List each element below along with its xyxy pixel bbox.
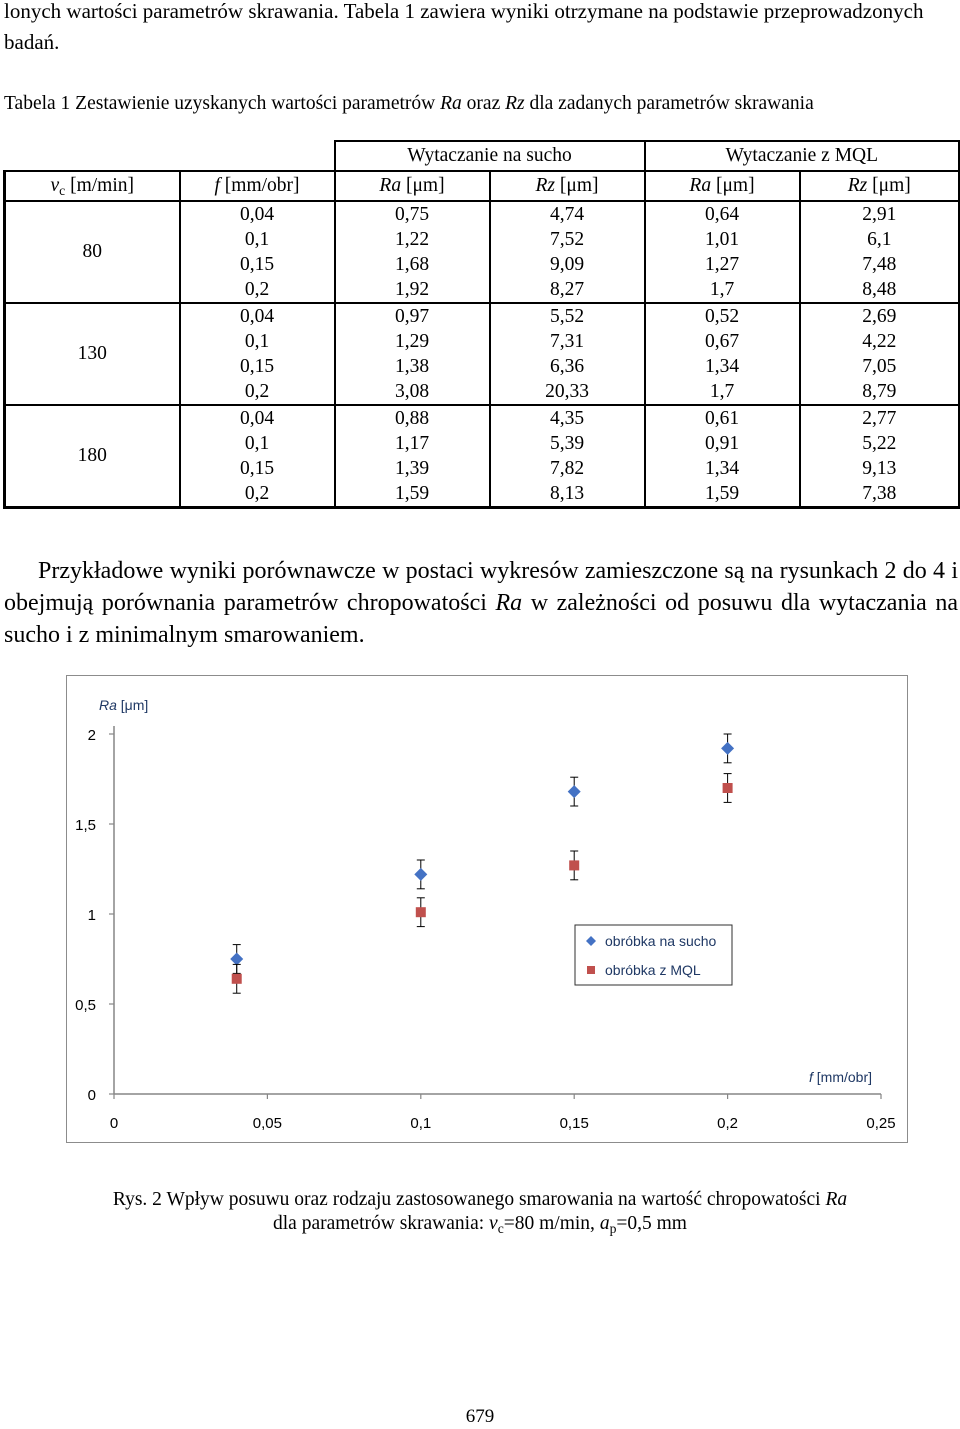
fig-caption-prefix: Rys. 2 Wpływ posuwu oraz rodzaju zastosowanego smarowania na wartość chropowatości <box>112 1189 826 1210</box>
legend-label: obróbka z MQL <box>605 962 701 978</box>
data-point-mql <box>569 860 579 870</box>
page-number: 679 <box>465 1406 495 1427</box>
data-point-mql <box>232 974 242 984</box>
table-cell: 0,91 <box>645 431 800 456</box>
vc-symbol: v <box>50 175 60 196</box>
vc-unit: [m/min] <box>65 175 134 196</box>
table-cell: 2,91 <box>800 201 960 227</box>
data-point-mql <box>416 907 426 917</box>
table-cell: 2,69 <box>800 303 960 329</box>
fig-caption-vc: v <box>489 1213 498 1234</box>
y-axis-label-unit: [μm] <box>116 697 149 713</box>
data-point-mql <box>723 783 733 793</box>
table-cell: 0,67 <box>645 329 800 354</box>
vc-cell: 80 <box>5 201 180 303</box>
table-cell: 7,31 <box>490 329 645 354</box>
table-cell: 3,08 <box>335 379 490 405</box>
table-cell: 4,74 <box>490 201 645 227</box>
intro-text: lonych wartości parametrów skrawania. Tabela 1 zawiera wyniki otrzymane na podstawie przeprowadzonych badań. <box>4 0 924 54</box>
x-axis-label-unit: [mm/obr] <box>812 1069 873 1085</box>
table-cell: 1,22 <box>335 227 490 252</box>
table-cell: 1,29 <box>335 329 490 354</box>
vc-subscript: c <box>59 183 66 198</box>
table-cell: 0,2 <box>180 277 335 303</box>
x-tick-label: 0,25 <box>866 1115 896 1132</box>
table-cell: 0,04 <box>180 201 335 227</box>
figure-caption <box>0 1188 960 1236</box>
table-cell: 1,27 <box>645 252 800 277</box>
rz-symbol: Rz <box>847 175 868 196</box>
paragraph-before: Przykładowe wyniki porównawcze w postaci wykresów zamieszczone są na rysunkach 2 do 4 i obejmują porównania parametrów chropowatości <box>4 558 958 616</box>
table-cell: 1,38 <box>335 354 490 379</box>
table-cell: 0,88 <box>335 405 490 431</box>
table-caption <box>4 91 814 117</box>
table-cell: 1,59 <box>645 481 800 508</box>
ra-unit: [μm] <box>711 175 755 196</box>
rz-unit: [μm] <box>555 175 599 196</box>
table-cell: 1,39 <box>335 456 490 481</box>
legend-label: obróbka na sucho <box>605 933 717 949</box>
legend-marker-mql <box>587 966 595 974</box>
table-cell: 6,36 <box>490 354 645 379</box>
table-cell: 1,17 <box>335 431 490 456</box>
x-axis-label <box>809 1069 872 1085</box>
y-tick-label: 0 <box>87 1087 96 1104</box>
col-header-vc <box>5 171 180 201</box>
table-row <box>5 201 960 227</box>
table-cell: 6,1 <box>800 227 960 252</box>
table-cell: 0,97 <box>335 303 490 329</box>
fig-caption-ap-sub: p <box>609 1221 617 1236</box>
table-caption-rz: Rz <box>505 93 525 114</box>
vc-cell: 130 <box>5 303 180 405</box>
table-cell: 20,33 <box>490 379 645 405</box>
col-header-f <box>180 171 335 201</box>
table-cell: 4,35 <box>490 405 645 431</box>
table-cell: 0,15 <box>180 354 335 379</box>
y-tick-label: 2 <box>87 727 96 744</box>
results-table <box>3 140 960 509</box>
y-tick-label: 1,5 <box>75 817 96 834</box>
figure-caption-line1 <box>0 1188 960 1212</box>
table-cell: 1,34 <box>645 456 800 481</box>
ra-symbol: Ra <box>689 175 712 196</box>
table-cell: 9,09 <box>490 252 645 277</box>
data-point-dry <box>568 785 581 798</box>
table-cell: 1,68 <box>335 252 490 277</box>
col-header-ra-mql <box>645 171 800 201</box>
ra-unit: [μm] <box>401 175 445 196</box>
table-cell: 1,01 <box>645 227 800 252</box>
col-header-rz-mql <box>800 171 960 201</box>
col-header-ra-dry <box>335 171 490 201</box>
group-header-mql: Wytaczanie z MQL <box>645 141 960 171</box>
table-cell: 0,1 <box>180 431 335 456</box>
x-tick-label: 0,2 <box>717 1115 739 1132</box>
table-cell: 0,1 <box>180 227 335 252</box>
table-cell: 8,13 <box>490 481 645 508</box>
table-cell: 0,52 <box>645 303 800 329</box>
table-cell: 0,61 <box>645 405 800 431</box>
rz-symbol: Rz <box>535 175 555 196</box>
f-symbol: f <box>214 175 220 196</box>
table-cell: 7,38 <box>800 481 960 508</box>
table-cell: 0,2 <box>180 481 335 508</box>
data-point-dry <box>414 868 427 881</box>
y-tick-label: 0,5 <box>75 997 96 1014</box>
chart-frame <box>66 675 908 1143</box>
table-cell: 1,59 <box>335 481 490 508</box>
table-cell: 9,13 <box>800 456 960 481</box>
x-tick-label: 0 <box>109 1115 119 1132</box>
fig-caption-ra: Ra <box>825 1189 848 1210</box>
table-row <box>5 405 960 431</box>
figure-caption-line2 <box>0 1212 960 1236</box>
rz-unit: [μm] <box>867 175 911 196</box>
table-cell: 0,64 <box>645 201 800 227</box>
table-cell: 1,7 <box>645 277 800 303</box>
table-cell: 0,1 <box>180 329 335 354</box>
f-unit: [mm/obr] <box>219 175 300 196</box>
table-cell: 7,52 <box>490 227 645 252</box>
table-cell: 2,77 <box>800 405 960 431</box>
fig-caption-ap-val: =0,5 mm <box>616 1213 687 1234</box>
x-tick-label: 0,15 <box>559 1115 589 1132</box>
table-cell: 5,22 <box>800 431 960 456</box>
fig-caption-params: dla parametrów skrawania: <box>273 1213 490 1234</box>
table-cell: 7,05 <box>800 354 960 379</box>
table-cell: 0,04 <box>180 303 335 329</box>
table-caption-suffix: dla zadanych parametrów skrawania <box>524 93 814 114</box>
fig-caption-vc-val: =80 m/min, <box>503 1213 600 1234</box>
vc-cell: 180 <box>5 405 180 508</box>
table-cell: 0,2 <box>180 379 335 405</box>
table-cell: 0,04 <box>180 405 335 431</box>
ra-feed-chart <box>67 676 907 1142</box>
table-cell: 0,75 <box>335 201 490 227</box>
ra-symbol: Ra <box>379 175 402 196</box>
table-cell: 0,15 <box>180 456 335 481</box>
table-cell: 8,79 <box>800 379 960 405</box>
data-point-dry <box>230 953 243 966</box>
x-tick-label: 0,05 <box>252 1115 283 1132</box>
table-row <box>5 303 960 329</box>
fig-caption-ap: a <box>599 1213 610 1234</box>
paragraph-ra: Ra <box>495 590 523 616</box>
x-axis-label-symbol: f <box>809 1069 813 1085</box>
table-cell: 8,27 <box>490 277 645 303</box>
table-cell: 7,48 <box>800 252 960 277</box>
table-cell: 1,7 <box>645 379 800 405</box>
table-cell: 0,15 <box>180 252 335 277</box>
table-cell: 5,39 <box>490 431 645 456</box>
table-cell: 1,92 <box>335 277 490 303</box>
table-cell: 4,22 <box>800 329 960 354</box>
paragraph-after: w zależności od posuwu dla wytaczania na sucho i z minimalnym smarowaniem. <box>4 590 959 648</box>
data-point-dry <box>721 742 734 755</box>
fig-caption-vc-sub: c <box>497 1221 504 1236</box>
table-cell: 1,34 <box>645 354 800 379</box>
table-cell: 5,52 <box>490 303 645 329</box>
table-caption-ra: Ra <box>440 93 462 114</box>
y-axis-label-symbol: Ra <box>99 697 117 713</box>
table-cell: 8,48 <box>800 277 960 303</box>
x-tick-label: 0,1 <box>410 1115 432 1132</box>
table-cell: 7,82 <box>490 456 645 481</box>
group-header-dry: Wytaczanie na sucho <box>335 141 645 171</box>
table-caption-mid: oraz <box>461 93 506 114</box>
table-group-header-row <box>5 141 960 171</box>
table-caption-prefix: Tabela 1 Zestawienie uzyskanych wartości parametrów <box>4 93 441 114</box>
y-tick-label: 1 <box>87 907 96 924</box>
body-paragraph <box>4 555 958 651</box>
y-axis-label <box>99 697 148 713</box>
table-column-header-row <box>5 171 960 201</box>
col-header-rz-dry <box>490 171 645 201</box>
